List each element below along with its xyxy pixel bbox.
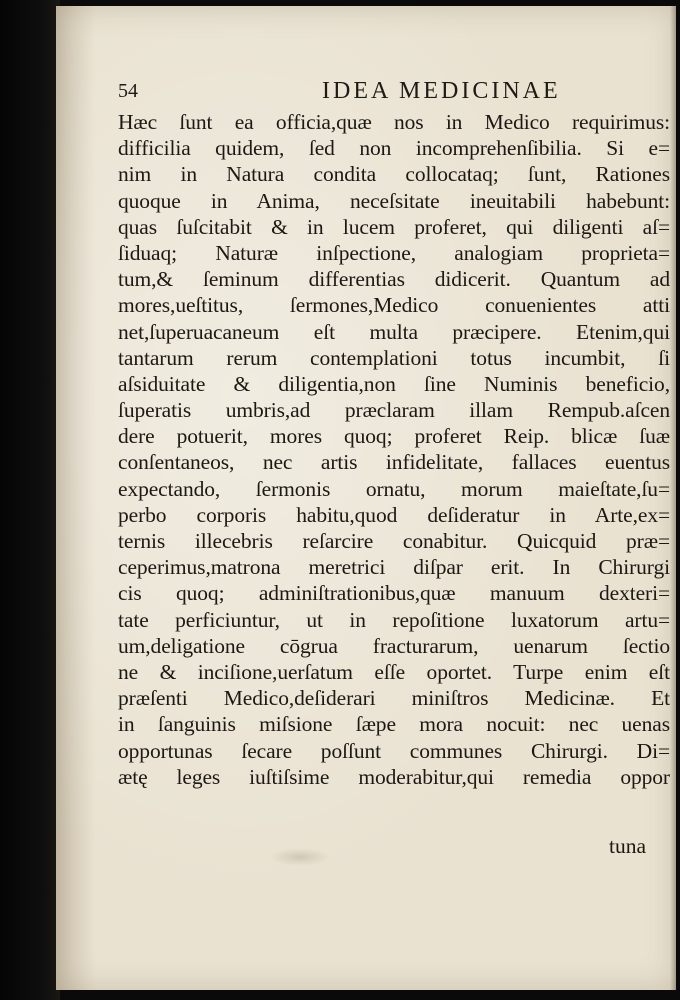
body-text <box>118 109 670 790</box>
text-line: ne & inciſione,uerſatum eſſe oportet. Turpe enim eſt <box>118 659 670 684</box>
text-line: conſentaneos, nec artis infidelitate, fallaces euentus <box>118 450 670 475</box>
text-line: quoque in Anima, neceſsitate ineuitabili habebunt: <box>118 188 670 213</box>
running-title: IDEA MEDICINAE <box>322 78 561 104</box>
text-line: ternis illecebris reſarcire conabitur. Quicquid præ= <box>118 529 670 553</box>
catchword: tuna <box>608 834 646 858</box>
text-line: præſenti Medico,deſiderari miniſtros Medicinæ. Et <box>118 686 670 711</box>
text-line: expectando, ſermonis ornatu, morum maieſtate,ſu= <box>118 476 670 501</box>
text-line: Hæc ſunt ea officia,quæ nos in Medico requirimus: <box>118 110 670 134</box>
text-line: aſsiduitate & diligentia,non ſine Numinis beneficio, <box>118 371 670 396</box>
running-head <box>118 78 658 104</box>
text-line: tate perficiuntur, ut in repoſitione luxatorum artu= <box>118 607 670 632</box>
text-line: quas ſuſcitabit & in lucem proferet, qui diligenti aſ= <box>118 214 670 239</box>
text-line: opportunas ſecare poſſunt communes Chirurgi. Di= <box>118 738 670 763</box>
text-line: tantarum rerum contemplationi totus incumbit, ſi <box>118 345 670 370</box>
text-line: ſuperatis umbris,ad præclaram illam Rempub.aſcen <box>118 398 670 423</box>
page-number: 54 <box>118 80 138 102</box>
text-line: tum,& ſeminum differentias didicerit. Quantum ad <box>118 267 670 292</box>
text-line: mores,ueſtitus, ſermones,Medico conuenientes atti <box>118 293 670 318</box>
text-line: ceperimus,matrona meretrici diſpar erit. In Chirurgi <box>118 555 670 580</box>
ink-smudge <box>270 848 330 866</box>
text-line: perbo corporis habitu,quod deſideratur in Arte,ex= <box>118 502 670 527</box>
text-line: ætę leges iuſtiſsime moderabitur,qui remedia oppor <box>118 764 670 789</box>
text-line: net,ſuperuacaneum eſt multa præcipere. Etenim,qui <box>118 319 670 344</box>
text-line: in ſanguinis miſsione ſæpe mora nocuit: nec uenas <box>118 712 670 737</box>
scan-background-left <box>0 0 60 1000</box>
text-line: nim in Natura condita collocataq; ſunt, Rationes <box>118 162 670 187</box>
book-page <box>56 6 676 990</box>
text-line: dere potuerit, mores quoq; proferet Reip. blicæ ſuæ <box>118 424 670 449</box>
text-line: um,deligatione cōgrua fracturarum, uenarum ſectio <box>118 633 670 658</box>
text-line: cis quoq; adminiſtrationibus,quæ manuum dexteri= <box>118 581 670 606</box>
text-line: ſiduaq; Naturæ inſpectione, analogiam proprieta= <box>118 240 670 265</box>
text-line: difficilia quidem, ſed non incomprehenſibilia. Si e= <box>118 136 670 161</box>
page-edge-shadow <box>670 6 676 990</box>
